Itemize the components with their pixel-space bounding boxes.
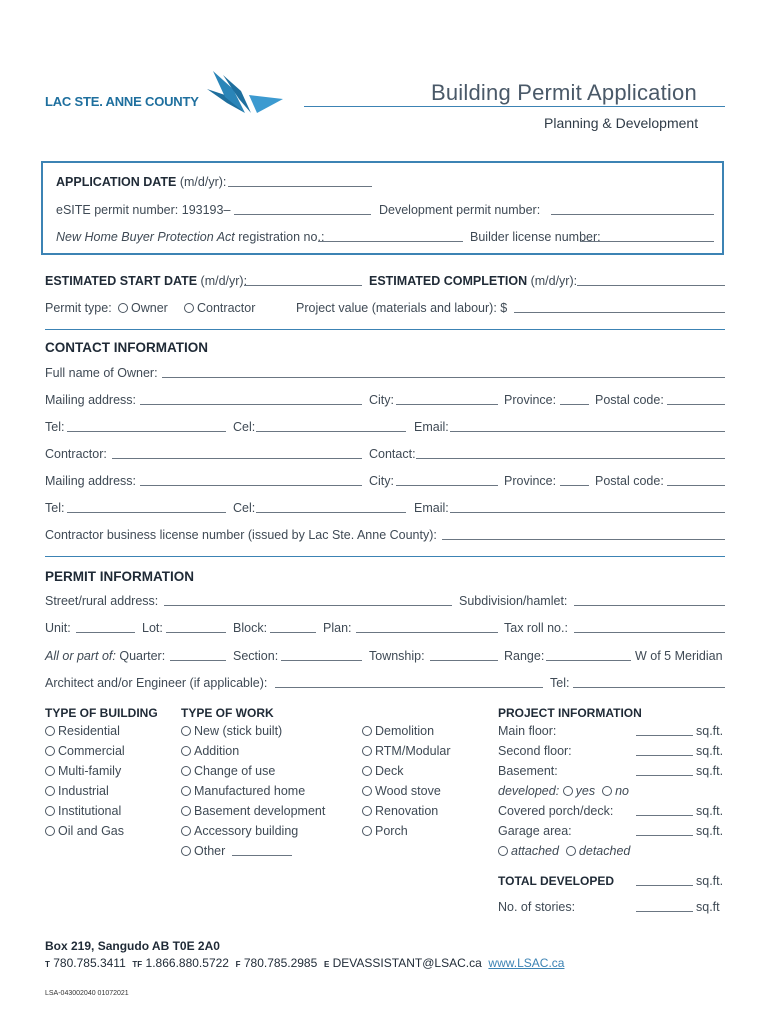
radio-icon[interactable]: [45, 786, 55, 796]
tax-roll-field[interactable]: [574, 632, 725, 633]
checkbox-option[interactable]: [45, 804, 121, 818]
sqft-unit: sq.ft.: [696, 724, 724, 738]
option-label: Other: [194, 844, 226, 858]
radio-icon[interactable]: [184, 303, 194, 313]
owner-cel-label: Cel:: [233, 420, 256, 434]
owner-mailing-field[interactable]: [140, 404, 362, 405]
contractor-license-label: Contractor business license number (issued by Lac Ste. Anne County):: [45, 528, 437, 542]
title-underline: [304, 106, 725, 107]
plan-field[interactable]: [356, 632, 498, 633]
county-logo-icon: [205, 69, 285, 113]
contractor-label: Contractor:: [45, 447, 107, 461]
radio-icon[interactable]: [362, 786, 372, 796]
builder-license-label: Builder license number:: [470, 230, 601, 244]
total-developed-label: TOTAL DEVELOPED: [498, 874, 615, 888]
owner-city-field[interactable]: [396, 404, 498, 405]
main-floor-label: Main floor:: [498, 724, 557, 738]
checkbox-option[interactable]: [45, 744, 125, 758]
unit-label: Unit:: [45, 621, 71, 635]
architect-tel-label: Tel:: [550, 676, 570, 690]
contractor-postal-label: Postal code:: [595, 474, 664, 488]
option-label: Demolition: [375, 724, 435, 738]
checkbox-option[interactable]: [45, 824, 124, 838]
township-field[interactable]: [430, 660, 498, 661]
section-divider: [45, 556, 725, 557]
option-label: Oil and Gas: [58, 824, 125, 838]
owner-postal-label: Postal code:: [595, 393, 664, 407]
option-label: Deck: [375, 764, 404, 778]
option-label: Institutional: [58, 804, 122, 818]
contractor-mailing-label: Mailing address:: [45, 474, 137, 488]
project-info-title: PROJECT INFORMATION: [498, 706, 642, 720]
checkbox-option[interactable]: [181, 724, 282, 738]
radio-icon[interactable]: [181, 806, 191, 816]
application-date-label: APPLICATION DATE (m/d/yr):: [56, 175, 227, 189]
checkbox-option[interactable]: [181, 804, 325, 818]
checkbox-option[interactable]: [362, 824, 408, 838]
dev-permit-label: Development permit number:: [379, 203, 541, 217]
radio-icon[interactable]: [181, 746, 191, 756]
radio-icon[interactable]: [362, 806, 372, 816]
option-label: RTM/Modular: [375, 744, 451, 758]
org-name: LAC STE. ANNE COUNTY: [45, 94, 199, 109]
subdivision-field[interactable]: [574, 605, 725, 606]
footer-address: Box 219, Sangudo AB T0E 2A0: [45, 939, 220, 953]
esite-field[interactable]: [234, 214, 371, 215]
architect-tel-field[interactable]: [573, 687, 725, 688]
project-value-field[interactable]: [514, 312, 725, 313]
range-field[interactable]: [546, 660, 631, 661]
owner-email-label: Email:: [414, 420, 449, 434]
architect-field[interactable]: [275, 687, 543, 688]
checkbox-option[interactable]: [362, 804, 438, 818]
contractor-city-field[interactable]: [396, 485, 498, 486]
contractor-field[interactable]: [112, 458, 362, 459]
application-date-field[interactable]: [228, 186, 372, 187]
contractor-tel-label: Tel:: [45, 501, 65, 515]
meridian-label: W of 5 Meridian: [635, 649, 723, 663]
owner-city-label: City:: [369, 393, 394, 407]
owner-mailing-label: Mailing address:: [45, 393, 137, 407]
radio-icon[interactable]: [181, 786, 191, 796]
contractor-mailing-field[interactable]: [140, 485, 362, 486]
form-code: LSA-043002040 01072021: [45, 990, 129, 997]
option-label: New (stick built): [194, 724, 283, 738]
owner-name-label: Full name of Owner:: [45, 366, 158, 380]
radio-icon[interactable]: [45, 806, 55, 816]
stories-field[interactable]: [636, 911, 693, 912]
quarter-field[interactable]: [170, 660, 226, 661]
radio-icon[interactable]: [498, 846, 508, 856]
permit-section-title: PERMIT INFORMATION: [45, 569, 194, 584]
radio-icon[interactable]: [45, 766, 55, 776]
street-label: Street/rural address:: [45, 594, 159, 608]
lot-field[interactable]: [166, 632, 226, 633]
main-floor-field[interactable]: [636, 735, 693, 736]
stories-label: No. of stories:: [498, 900, 576, 914]
garage-label: Garage area:: [498, 824, 572, 838]
option-label: Multi-family: [58, 764, 122, 778]
checkbox-option[interactable]: [362, 764, 403, 778]
contractor-province-field[interactable]: [560, 485, 589, 486]
owner-postal-field[interactable]: [667, 404, 725, 405]
garage-field[interactable]: [636, 835, 693, 836]
block-label: Block:: [233, 621, 268, 635]
option-label: Industrial: [58, 784, 109, 798]
dev-permit-field[interactable]: [551, 214, 714, 215]
second-floor-label: Second floor:: [498, 744, 572, 758]
checkbox-option[interactable]: [45, 724, 120, 738]
permit-type-contractor[interactable]: Contractor: [184, 301, 255, 315]
nhbpa-label: New Home Buyer Protection Act registration no.:: [56, 230, 325, 244]
radio-icon[interactable]: [45, 826, 55, 836]
contact-section-title: CONTACT INFORMATION: [45, 340, 208, 355]
radio-icon[interactable]: [181, 826, 191, 836]
contact-label: Contact:: [369, 447, 416, 461]
checkbox-option[interactable]: [362, 784, 441, 798]
type-of-building-title: TYPE OF BUILDING: [45, 706, 158, 720]
owner-tel-label: Tel:: [45, 420, 65, 434]
option-label: Commercial: [58, 744, 125, 758]
sqft-unit: sq.ft.: [696, 874, 724, 888]
footer-email[interactable]: DEVASSISTANT@LSAC.ca: [332, 956, 482, 970]
option-label: Change of use: [194, 764, 276, 778]
contractor-email-label: Email:: [414, 501, 449, 515]
radio-icon[interactable]: [181, 766, 191, 776]
page-title: Building Permit Application: [431, 80, 697, 105]
covered-porch-field[interactable]: [636, 815, 693, 816]
checkbox-option[interactable]: [362, 724, 434, 738]
nhbpa-field[interactable]: [318, 241, 463, 242]
radio-icon[interactable]: [118, 303, 128, 313]
checkbox-option[interactable]: [181, 844, 225, 858]
completion-field[interactable]: [577, 285, 725, 286]
website-link[interactable]: www.LSAC.ca: [488, 956, 565, 970]
tax-roll-label: Tax roll no.:: [504, 621, 568, 635]
contact-field[interactable]: [416, 458, 725, 459]
sqft-unit: sq.ft.: [696, 744, 724, 758]
sqft-unit: sq.ft: [696, 900, 720, 914]
checkbox-option[interactable]: [181, 824, 298, 838]
option-label: Manufactured home: [194, 784, 306, 798]
page-subtitle: Planning & Development: [544, 115, 699, 131]
lot-label: Lot:: [142, 621, 163, 635]
contractor-province-label: Province:: [504, 474, 557, 488]
section-divider: [45, 329, 725, 330]
contractor-cel-field[interactable]: [256, 512, 406, 513]
project-value-label: Project value (materials and labour): $: [296, 301, 508, 315]
owner-province-field[interactable]: [560, 404, 589, 405]
radio-icon[interactable]: [181, 726, 191, 736]
radio-icon[interactable]: [566, 846, 576, 856]
option-label: Residential: [58, 724, 120, 738]
radio-icon[interactable]: [362, 746, 372, 756]
radio-icon[interactable]: [563, 786, 573, 796]
radio-icon[interactable]: [602, 786, 612, 796]
block-field[interactable]: [270, 632, 316, 633]
type-of-work-title: TYPE OF WORK: [181, 706, 274, 720]
unit-field[interactable]: [76, 632, 135, 633]
township-label: Township:: [369, 649, 425, 663]
radio-icon[interactable]: [362, 826, 372, 836]
covered-porch-label: Covered porch/deck:: [498, 804, 614, 818]
checkbox-option[interactable]: [181, 764, 275, 778]
checkbox-option[interactable]: [362, 744, 450, 758]
checkbox-option[interactable]: [45, 764, 121, 778]
section-field[interactable]: [281, 660, 362, 661]
street-field[interactable]: [164, 605, 452, 606]
owner-cel-field[interactable]: [256, 431, 406, 432]
section-label: Section:: [233, 649, 279, 663]
option-label: Renovation: [375, 804, 439, 818]
contractor-cel-label: Cel:: [233, 501, 256, 515]
architect-label: Architect and/or Engineer (if applicable):: [45, 676, 268, 690]
contractor-city-label: City:: [369, 474, 394, 488]
radio-icon[interactable]: [362, 766, 372, 776]
checkbox-option[interactable]: [181, 744, 239, 758]
owner-email-field[interactable]: [450, 431, 725, 432]
radio-icon[interactable]: [362, 726, 372, 736]
owner-province-label: Province:: [504, 393, 557, 407]
owner-tel-field[interactable]: [67, 431, 226, 432]
option-label: Porch: [375, 824, 408, 838]
radio-icon[interactable]: [45, 746, 55, 756]
radio-icon[interactable]: [45, 726, 55, 736]
start-date-field[interactable]: [244, 285, 362, 286]
garage-type-row: attached detached: [498, 844, 630, 858]
subdivision-label: Subdivision/hamlet:: [459, 594, 568, 608]
checkbox-option[interactable]: [45, 784, 109, 798]
footer-contacts: T 780.785.3411 TF 1.866.880.5722 F 780.785.2985 E DEVASSISTANT@LSAC.ca www.LSAC.ca: [45, 956, 565, 970]
second-floor-field[interactable]: [636, 755, 693, 756]
contractor-postal-field[interactable]: [667, 485, 725, 486]
permit-type-label: Permit type:: [45, 301, 112, 315]
sqft-unit: sq.ft.: [696, 824, 724, 838]
option-label: Accessory building: [194, 824, 299, 838]
sqft-unit: sq.ft.: [696, 764, 724, 778]
legal-label: All or part of: Quarter:: [45, 649, 166, 663]
range-label: Range:: [504, 649, 545, 663]
developed-row: developed: yes no: [498, 784, 629, 798]
esite-label: eSITE permit number: 193193–: [56, 203, 231, 217]
completion-label: ESTIMATED COMPLETION (m/d/yr):: [369, 274, 578, 288]
sqft-unit: sq.ft.: [696, 804, 724, 818]
radio-icon[interactable]: [181, 846, 191, 856]
plan-label: Plan:: [323, 621, 352, 635]
start-date-label: ESTIMATED START DATE (m/d/yr):: [45, 274, 248, 288]
option-label: Basement development: [194, 804, 326, 818]
option-label: Addition: [194, 744, 240, 758]
contractor-tel-field[interactable]: [67, 512, 226, 513]
contractor-license-field[interactable]: [442, 539, 725, 540]
basement-field[interactable]: [636, 775, 693, 776]
basement-label: Basement:: [498, 764, 558, 778]
checkbox-option[interactable]: [181, 784, 305, 798]
other-field[interactable]: [232, 855, 292, 856]
builder-license-field[interactable]: [580, 241, 714, 242]
owner-name-field[interactable]: [162, 377, 725, 378]
option-label: Wood stove: [375, 784, 441, 798]
contractor-email-field[interactable]: [450, 512, 725, 513]
permit-type-owner[interactable]: Owner: [118, 301, 168, 315]
total-developed-field[interactable]: [636, 885, 693, 886]
